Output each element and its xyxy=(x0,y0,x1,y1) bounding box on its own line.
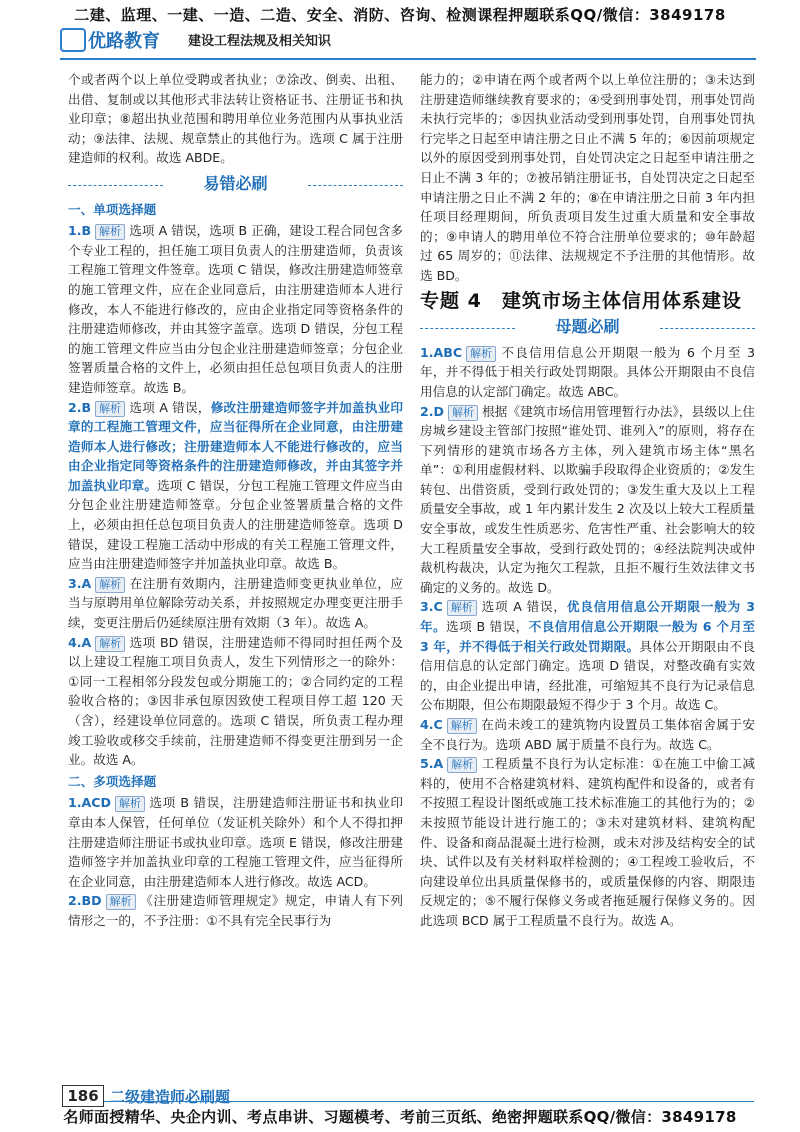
answer-text: 具体公开期限由不良信用信息的认定部门确定。选项 D 错误，对整改确有实效的，由企业提出申请，经批准，可缩短其不良行为记录信息公布期限，但公布期限最短不得少于 3 个月。故选 C。 xyxy=(420,638,756,713)
page-header xyxy=(60,26,760,52)
answer-number: 2.B xyxy=(68,399,92,415)
answer-text: 选项 B 错误， xyxy=(446,619,529,635)
footer-book-title: 二级建造师必刷题 xyxy=(110,1088,231,1106)
answer-text: 选项 BD 错误，注册建造师不得同时担任两个及以上建设工程施工项目负责人，发生下列情形之一的除外：①同一工程相邻分段发包或分期施工的；②合同约定的工程验收合格的；③因非承包原因致使工程项目停工超 120 天（含），经建设单位同意的。选项 C 错误，所负责工程办理竣工验收或移交手续前，注册建造师不得变更注册到另一企业。故选 A。 xyxy=(68,634,403,768)
analysis-tag: 解析 xyxy=(95,401,125,417)
section-title: 母题必刷 xyxy=(420,317,755,337)
continued-paragraph: 能力的；②申请在两个或者两个以上单位注册的；③未达到注册建造师继续教育要求的；④受到刑事处罚，刑事处罚尚未执行完毕的；⑤因执业活动受到刑事处罚，自刑事处罚执行完毕之日起至申请注册之日止不满 5 年的；⑥因前项规定以外的原因受到刑事处罚，自处罚决定之日起至申请注册之日止不满 3 年的；⑦被吊销注册证书，自处罚决定之日起至申请注册之日止不满 2 年的；⑧在申请注册之日前 3 年内担任项目经理期间，所负责项目发生过重大质量和安全事故的；⑨申请人的聘用单位不符合注册单位要求的；⑩年龄超过 65 周岁的；⑪法律、法规规定不予注册的其他情形。故选 BD。 xyxy=(420,72,755,283)
answer-text: 根据《建筑市场信用管理暂行办法》，县级以上住房城乡建设主管部门按照“谁处罚、谁列入”的原则，将存在下列情形的建筑市场各方主体，列入建筑市场主体“黑名单”：①利用虚假材料、以欺骗手段取得企业资质的；②发生转包、出借资质，受到行政处罚的；③发生重大及以上工程质量安全事故，或 1 年内累计发生 2 次及以上较大工程质量安全事故，或发生性质恶劣、危害性严重、社会影响大的较大工程质量安全事故，受到行政处罚的；④经法院判决或仲裁机构裁决，认定为拖欠工程款，且拒不履行生效法律文书确定的义务的。故选 D。 xyxy=(420,403,755,595)
bottom-banner: 名师面授精华、央企内训、考点串讲、习题模考、考前三页纸、绝密押题联系QQ/微信：3849178 xyxy=(63,1108,737,1126)
answer-text: 选项 A 错误， xyxy=(480,599,567,615)
answer-text: 选项 A 错误，选项 B 正确，建设工程合同包含多个专业工程的，担任施工项目负责人的注册建造师，负责该工程施工管理文件签章。选项 C 错误，修改注册建造师签章的施工管理文件，应在企业同意后，由注册建造师本人进行修改，本人不能进行修改的，应由企业指定同等资格条件的注册建造师修改，并由其签字盖章。选项 D 错误，分包工程的施工管理文件应当由分包企业注册建造师签章；分包企业签署质量合格的文件上，必须由担任总包项目负责人的注册建造师签章。故选 B。 xyxy=(68,223,403,395)
topic-heading: 专题 4 建筑市场主体信用体系建设 xyxy=(420,289,742,312)
analysis-tag: 解析 xyxy=(106,894,136,910)
page-number: 186 xyxy=(62,1085,104,1107)
answer-number: 4.C xyxy=(420,717,443,732)
answer-number: 2.D xyxy=(420,403,445,419)
answer-number: 1.ABC xyxy=(420,344,463,360)
analysis-tag: 解析 xyxy=(115,796,145,812)
left-column xyxy=(68,70,403,931)
answer-number: 1.ACD xyxy=(68,795,111,811)
top-banner: 二建、监理、一建、一造、二造、安全、消防、咨询、检测课程押题联系QQ/微信：3849178 xyxy=(74,6,726,24)
analysis-tag: 解析 xyxy=(95,224,125,240)
header-divider xyxy=(60,58,756,60)
answer-item xyxy=(420,402,755,598)
sub-heading-multiple: 二、多项选择题 xyxy=(68,773,157,789)
answer-item xyxy=(420,754,755,930)
analysis-tag: 解析 xyxy=(447,757,477,773)
answer-text: 在注册有效期内，注册建造师变更执业单位，应当与原聘用单位解除劳动关系，并按照规定办理变更注册手续，变更注册后仍延续原注册有效期（3 年）。故选 A。 xyxy=(68,575,403,631)
answer-text: 《注册建造师管理规定》规定，申请人有下列情形之一的，不予注册：①不具有完全民事行为 xyxy=(68,893,403,928)
section-title: 易错必刷 xyxy=(68,174,403,194)
sub-heading-single: 一、单项选择题 xyxy=(68,201,157,217)
answer-number: 3.C xyxy=(420,599,443,615)
answer-text: 工程质量不良行为认定标准：①在施工中偷工减料的，使用不合格建筑材料、建筑构配件和设备的，或者有不按照工程设计图纸或施工技术标准施工的其他行为的；②未按照节能设计进行施工的；③未对建筑材料、建筑构配件、设备和商品混凝土进行检测，或未对涉及结构安全的试块、试件以及有关材料取样检测的；④工程竣工验收后，不向建设单位出具质量保修书的，或质量保修的内容、期限违反规定的；⑤不履行保修义务或者拖延履行保修义务的。因此选项 BCD 属于工程质量不良行为。故选 A。 xyxy=(420,756,755,928)
answer-item xyxy=(68,891,403,930)
highlight-text: 优良信用信息公开期限一般为 3 年。 xyxy=(420,599,755,635)
intro-paragraph: 个或者两个以上单位受聘或者执业；⑦涂改、倒卖、出租、出借、复制或以其他形式非法转让资格证书、注册证书和执业印章；⑧超出执业范围和聘用单位业务范围内从事执业活动；⑨法律、法规、规章禁止的其他行为。选项 C 属于注册建造师的权利。故选 ABDE。 xyxy=(68,72,403,166)
answer-item xyxy=(420,343,755,402)
answer-item xyxy=(68,221,403,397)
logo: 优路教育 xyxy=(88,31,160,52)
answer-item xyxy=(68,793,403,891)
answer-number: 3.A xyxy=(68,575,92,591)
answer-item xyxy=(68,398,403,574)
answer-text: 选项 B 错误，注册建造师注册证书和执业印章由本人保管，任何单位（发证机关除外）和个人不得扣押注册建造师注册证书或执业印章。选项 E 错误，修改注册建造师签字并加盖执业印章的工程施工管理文件，应当征得所在企业同意，由注册建造师本人进行修改。故选 ACD。 xyxy=(68,795,403,889)
answer-text: 选项 C 错误，分包工程施工管理文件应当由分包企业注册建造师签章。分包企业签署质量合格的文件上，必须由担任总包项目负责人的注册建造师签章。选项 D 错误，建设工程施工活动中形成的有关工程施工管理文件，应当由注册建造师签字并加盖执业印章。故选 B。 xyxy=(68,477,403,572)
logo-icon xyxy=(60,28,86,52)
answer-item xyxy=(420,597,755,715)
highlight-text: 修改注册建造师签字并加盖执业印章的工程施工管理文件，应当征得所在企业同意，由注册建造师本人进行修改；注册建造师本人不能进行修改的，应当由企业指定同等资格条件的注册建造师修改，并由其签字并加盖执业印章。 xyxy=(68,399,404,493)
analysis-tag: 解析 xyxy=(448,405,478,421)
analysis-tag: 解析 xyxy=(466,346,496,362)
answer-text: 选项 A 错误， xyxy=(129,399,211,415)
book-title: 建设工程法规及相关知识 xyxy=(188,34,332,49)
answer-number: 2.BD xyxy=(68,893,102,909)
analysis-tag: 解析 xyxy=(95,577,125,593)
answer-number: 5.A xyxy=(420,756,444,772)
analysis-tag: 解析 xyxy=(447,600,477,616)
answer-text: 在尚未竣工的建筑物内设置员工集体宿舍属于安全不良行为。选项 ABD 属于质量不良行为。故选 C。 xyxy=(420,717,755,752)
answer-item xyxy=(68,633,403,770)
answer-text: 不良信用信息公开期限一般为 6 个月至 3 年，并不得低于相关行政处罚期限。具体公开期限由不良信用信息的认定部门确定。故选 ABC。 xyxy=(420,344,755,399)
analysis-tag: 解析 xyxy=(95,636,125,652)
answer-item xyxy=(420,715,755,754)
analysis-tag: 解析 xyxy=(447,718,477,734)
right-column xyxy=(420,70,755,931)
footer-divider xyxy=(104,1101,754,1102)
answer-number: 1.B xyxy=(68,223,92,239)
answer-item xyxy=(68,574,403,633)
highlight-text: 不良信用信息公开期限一般为 6 个月至 3 年，并不得低于相关行政处罚期限。 xyxy=(420,619,755,654)
answer-number: 4.A xyxy=(68,634,92,650)
